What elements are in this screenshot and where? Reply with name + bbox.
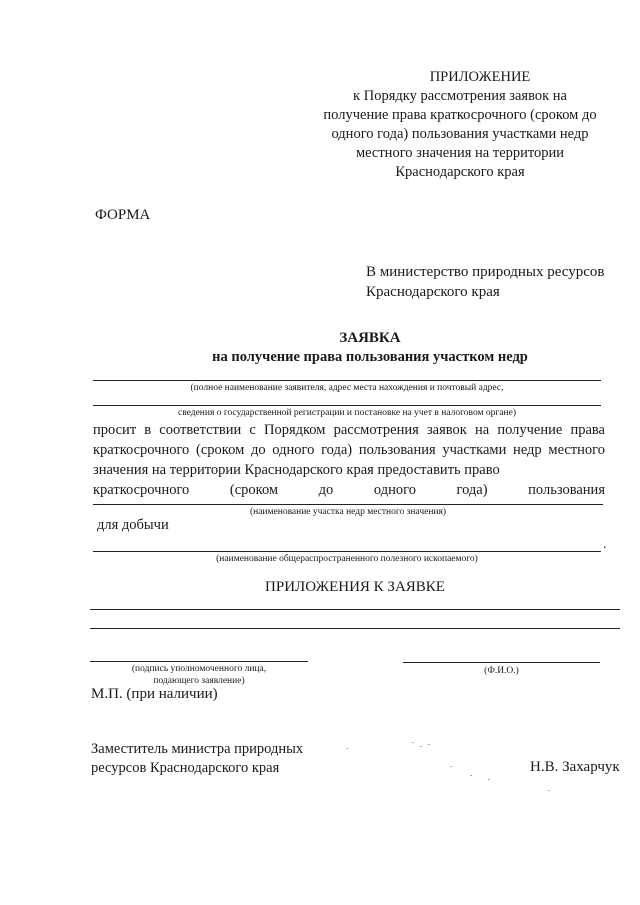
appendix-line-3: одного года) пользования участками недр — [331, 126, 589, 142]
request-text-last-line: краткосрочного (сроком до одного года) пользования — [93, 482, 605, 498]
request-text: просит в соответствии с Порядком рассмотрения заявок на получение права краткосрочного (сроком до одного года) пользования участками недр местного значения на территории Краснодарского края предоставить право — [93, 422, 605, 478]
mineral-period: . — [603, 537, 607, 552]
document-title: ЗАЯВКА — [339, 330, 401, 346]
signature-caption-2: подающего заявление) — [153, 676, 245, 686]
for-extraction-label: для добычи — [97, 517, 169, 533]
fio-line[interactable] — [403, 662, 600, 663]
registration-line[interactable] — [93, 405, 601, 406]
site-name-line[interactable] — [93, 504, 603, 505]
attachment-line-2[interactable] — [90, 628, 620, 629]
request-paragraph — [93, 420, 605, 500]
document-subtitle: на получение права пользования участком недр — [212, 349, 528, 365]
applicant-name-line[interactable] — [93, 380, 601, 381]
signatory-name: Н.В. Захарчук — [530, 759, 620, 775]
appendix-line-5: Краснодарского края — [395, 164, 525, 180]
appendix-line-1: к Порядку рассмотрения заявок на — [353, 88, 567, 104]
addressee-line-2: Краснодарского края — [366, 284, 500, 300]
appendix-line-4: местного значения на территории — [355, 145, 565, 161]
mineral-line[interactable] — [93, 551, 601, 552]
registration-caption: сведения о государственной регистрации и постановке на учет в налоговом органе) — [178, 408, 516, 418]
appendix-heading: ПРИЛОЖЕНИЕ — [429, 69, 531, 85]
addressee-line-1: В министерство природных ресурсов — [366, 264, 605, 280]
appendix-block — [300, 68, 620, 182]
form-label: ФОРМА — [95, 207, 151, 223]
mineral-caption: (наименование общераспространенного полезного ископаемого) — [216, 554, 478, 564]
appendix-line-2: получение права краткосрочного (сроком до — [323, 107, 597, 123]
signature-caption: (подпись уполномоченного лица, — [131, 664, 267, 674]
signatory-position-line-1: Заместитель министра природных — [91, 741, 304, 757]
signatory-position-line-2: ресурсов Краснодарского края — [91, 760, 280, 776]
addressee-block — [366, 262, 626, 302]
attachments-heading: ПРИЛОЖЕНИЯ К ЗАЯВКЕ — [265, 579, 445, 595]
signature-line[interactable] — [90, 661, 308, 662]
fio-caption: (Ф.И.О.) — [484, 666, 519, 676]
applicant-name-caption: (полное наименование заявителя, адрес места нахождения и почтовый адрес, — [190, 383, 504, 393]
attachment-line-1[interactable] — [90, 609, 620, 610]
signatory-position — [91, 740, 303, 778]
stamp-note: М.П. (при наличии) — [91, 686, 218, 702]
site-name-caption: (наименование участка недр местного значения) — [249, 507, 447, 517]
